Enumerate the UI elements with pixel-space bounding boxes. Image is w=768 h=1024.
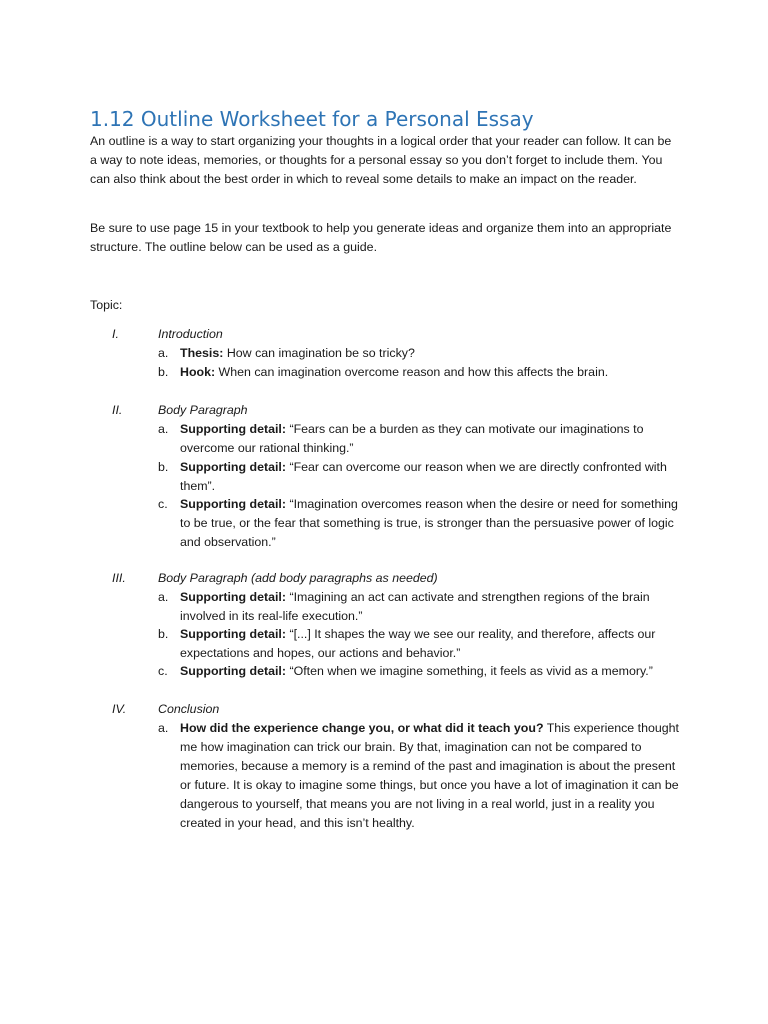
outline-item bbox=[158, 719, 688, 833]
item-label: Supporting detail: bbox=[180, 590, 286, 604]
outline-item bbox=[158, 420, 688, 458]
section-numeral: I. bbox=[112, 327, 119, 341]
outline-item bbox=[158, 458, 688, 496]
item-label: Supporting detail: bbox=[180, 664, 286, 678]
item-label: Hook: bbox=[180, 365, 216, 379]
item-letter: c. bbox=[158, 664, 168, 678]
item-label: Supporting detail: bbox=[180, 460, 286, 474]
item-letter: a. bbox=[158, 721, 169, 735]
intro-paragraph: An outline is a way to start organizing your thoughts in a logical order that your reader can follow. It can be a way to note ideas, memories, or thoughts for a personal essay so you don’t forget to include them. You can also think about the best order in which to reveal some details to make an impact on the reader. bbox=[90, 134, 672, 186]
item-letter: b. bbox=[158, 627, 169, 641]
section-heading: Body Paragraph bbox=[158, 403, 248, 417]
outline-item bbox=[158, 363, 688, 382]
section-heading: Body Paragraph (add body paragraphs as needed) bbox=[158, 571, 438, 585]
item-letter: b. bbox=[158, 365, 169, 379]
item-text: How can imagination be so tricky? bbox=[223, 346, 415, 360]
section-numeral: IV. bbox=[112, 702, 127, 716]
section-numeral: III. bbox=[112, 571, 126, 585]
item-text: “Imagination overcomes reason when the desire or need for something to be true, or the fear that something is true, is stronger than the persuasive power of logic and observation.” bbox=[180, 497, 678, 549]
section-numeral: II. bbox=[112, 403, 123, 417]
item-text: “Imagining an act can activate and strengthen regions of the brain involved in its real-life execution.” bbox=[180, 590, 650, 623]
item-letter: a. bbox=[158, 422, 169, 436]
section-heading: Conclusion bbox=[158, 702, 220, 716]
instructions-paragraph: Be sure to use page 15 in your textbook to help you generate ideas and organize them into an appropriate structure. The outline below can be used as a guide. bbox=[90, 221, 672, 254]
item-letter: a. bbox=[158, 590, 169, 604]
item-label: Thesis: bbox=[180, 346, 224, 360]
item-text: “Fear can overcome our reason when we are directly confronted with them”. bbox=[180, 460, 667, 493]
page-title: 1.12 Outline Worksheet for a Personal Essay bbox=[90, 107, 534, 131]
item-text: “Fears can be a burden as they can motivate our imaginations to overcome our rational thinking.” bbox=[180, 422, 644, 455]
topic-label: Topic: bbox=[90, 298, 123, 312]
section-heading: Introduction bbox=[158, 327, 223, 341]
outline-item bbox=[158, 344, 688, 363]
item-text: “Often when we imagine something, it feels as vivid as a memory.” bbox=[286, 664, 653, 678]
item-text: When can imagination overcome reason and how this affects the brain. bbox=[215, 365, 609, 379]
outline-item bbox=[158, 625, 688, 663]
item-letter: c. bbox=[158, 497, 168, 511]
item-letter: a. bbox=[158, 346, 169, 360]
item-label: Supporting detail: bbox=[180, 627, 286, 641]
item-text: This experience thought me how imagination can trick our brain. By that, imagination can not be compared to memories, because a memory is a remind of the past and imagination is about the present or future. It is okay to imagine some things, but once you have a lot of imagination it can be dangerous to yourself, that means you are not living in a real world, just in a reality you created in your head, and this isn’t healthy. bbox=[180, 721, 679, 830]
outline-item bbox=[158, 495, 688, 552]
item-label: Supporting detail: bbox=[180, 422, 286, 436]
item-label: Supporting detail: bbox=[180, 497, 286, 511]
item-letter: b. bbox=[158, 460, 169, 474]
outline-item bbox=[158, 588, 688, 626]
outline-item bbox=[158, 662, 688, 681]
item-text: “[...] It shapes the way we see our reality, and therefore, affects our expectations and hopes, our actions and behavior.” bbox=[180, 627, 656, 660]
item-label: How did the experience change you, or what did it teach you? bbox=[180, 721, 544, 735]
